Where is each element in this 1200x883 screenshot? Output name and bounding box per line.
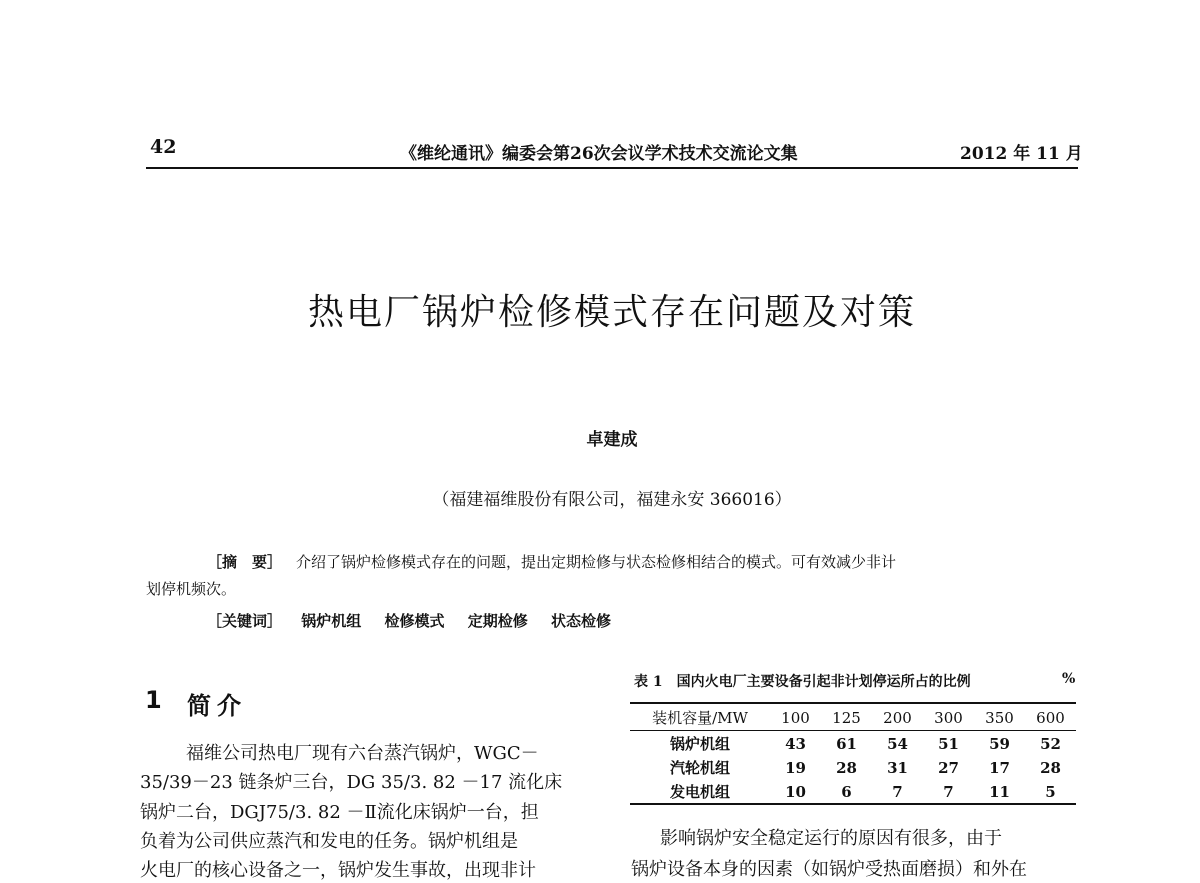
body-text-line: 35/39－23 链条炉三台，DG 35/3. 82 －17 流化床 (140, 772, 563, 793)
abstract-label: ［摘 要］ (207, 553, 283, 571)
table-row (630, 731, 1076, 756)
body-text-line: 福维公司热电厂现有六台蒸汽锅炉，WGC－ (186, 743, 539, 764)
table-header-row (630, 703, 1076, 731)
table-cell: 54 (887, 734, 908, 753)
table-cell: 61 (836, 734, 857, 753)
table-cell: 28 (836, 758, 857, 777)
body-text-line: 火电厂的核心设备之一，锅炉发生事故，出现非计 (140, 860, 536, 881)
table-caption (634, 671, 1076, 691)
abstract-line-1 (207, 551, 896, 572)
table-cell: 7 (923, 779, 974, 804)
section-title: 简介 (187, 692, 247, 720)
table-cell: 5 (1025, 779, 1076, 804)
table-cell: 11 (974, 779, 1025, 804)
table-header-cell: 125 (821, 703, 872, 731)
keywords (207, 610, 629, 631)
running-header-date: 2012 年 11 月 (960, 144, 1083, 164)
affiliation: （福建福维股份有限公司，福建永安 366016） (432, 490, 792, 510)
table-cell: 锅炉机组 (669, 735, 730, 753)
body-text-line: 影响锅炉安全稳定运行的原因有很多，由于 (660, 828, 1002, 849)
abstract-line-2: 划停机频次。 (146, 580, 237, 598)
table-cell: 59 (989, 734, 1010, 753)
table-cell: 31 (887, 758, 908, 777)
author: 卓建成 (586, 430, 638, 450)
table-cell: 51 (938, 734, 959, 753)
table-header-cell: 100 (770, 703, 821, 731)
table-unit: % (1062, 671, 1076, 687)
keyword: 锅炉机组 (301, 612, 362, 630)
table-cell: 43 (785, 734, 806, 753)
table-cell: 19 (785, 758, 806, 777)
table-row (630, 779, 1076, 804)
table-cell: 28 (1040, 758, 1061, 777)
table-header-cell: 200 (872, 703, 923, 731)
table-cell: 10 (770, 779, 821, 804)
table-cell: 发电机组 (630, 779, 770, 804)
header-rule (146, 167, 1078, 169)
table-header-cell: 350 (974, 703, 1025, 731)
table-cell: 52 (1040, 734, 1061, 753)
table-cell: 汽轮机组 (669, 759, 730, 777)
body-text-line: 锅炉二台，DGJ75/3. 82 －Ⅱ流化床锅炉一台，担 (140, 802, 539, 823)
table-header-cell: 300 (923, 703, 974, 731)
table-cell: 17 (989, 758, 1010, 777)
abstract-text-1: 介绍了锅炉检修模式存在的问题，提出定期检修与状态检修相结合的模式。可有效减少非计 (296, 553, 897, 571)
keyword: 状态检修 (551, 612, 612, 630)
data-table (630, 702, 1076, 805)
table-header-cell: 装机容量/MW (630, 703, 770, 731)
paper-title: 热电厂锅炉检修模式存在问题及对策 (307, 292, 916, 333)
table-cell: 7 (872, 779, 923, 804)
body-text-line: 负着为公司供应蒸汽和发电的任务。锅炉机组是 (140, 831, 518, 852)
table-caption-text: 表 1 国内火电厂主要设备引起非计划停运所占的比例 (634, 674, 971, 690)
table-row (630, 755, 1076, 779)
page-number: 42 (150, 136, 177, 158)
table-cell: 6 (821, 779, 872, 804)
keyword: 定期检修 (467, 612, 528, 630)
table-header-cell: 600 (1025, 703, 1076, 731)
keywords-label: ［关键词］ (207, 612, 283, 630)
table-cell: 27 (938, 758, 959, 777)
running-header-title: 《维纶通讯》编委会第26次会议学术技术交流论文集 (400, 144, 798, 164)
section-number: 1 (145, 686, 162, 714)
body-text-line: 锅炉设备本身的因素（如锅炉受热面磨损）和外在 (631, 859, 1027, 880)
keyword: 检修模式 (384, 612, 445, 630)
